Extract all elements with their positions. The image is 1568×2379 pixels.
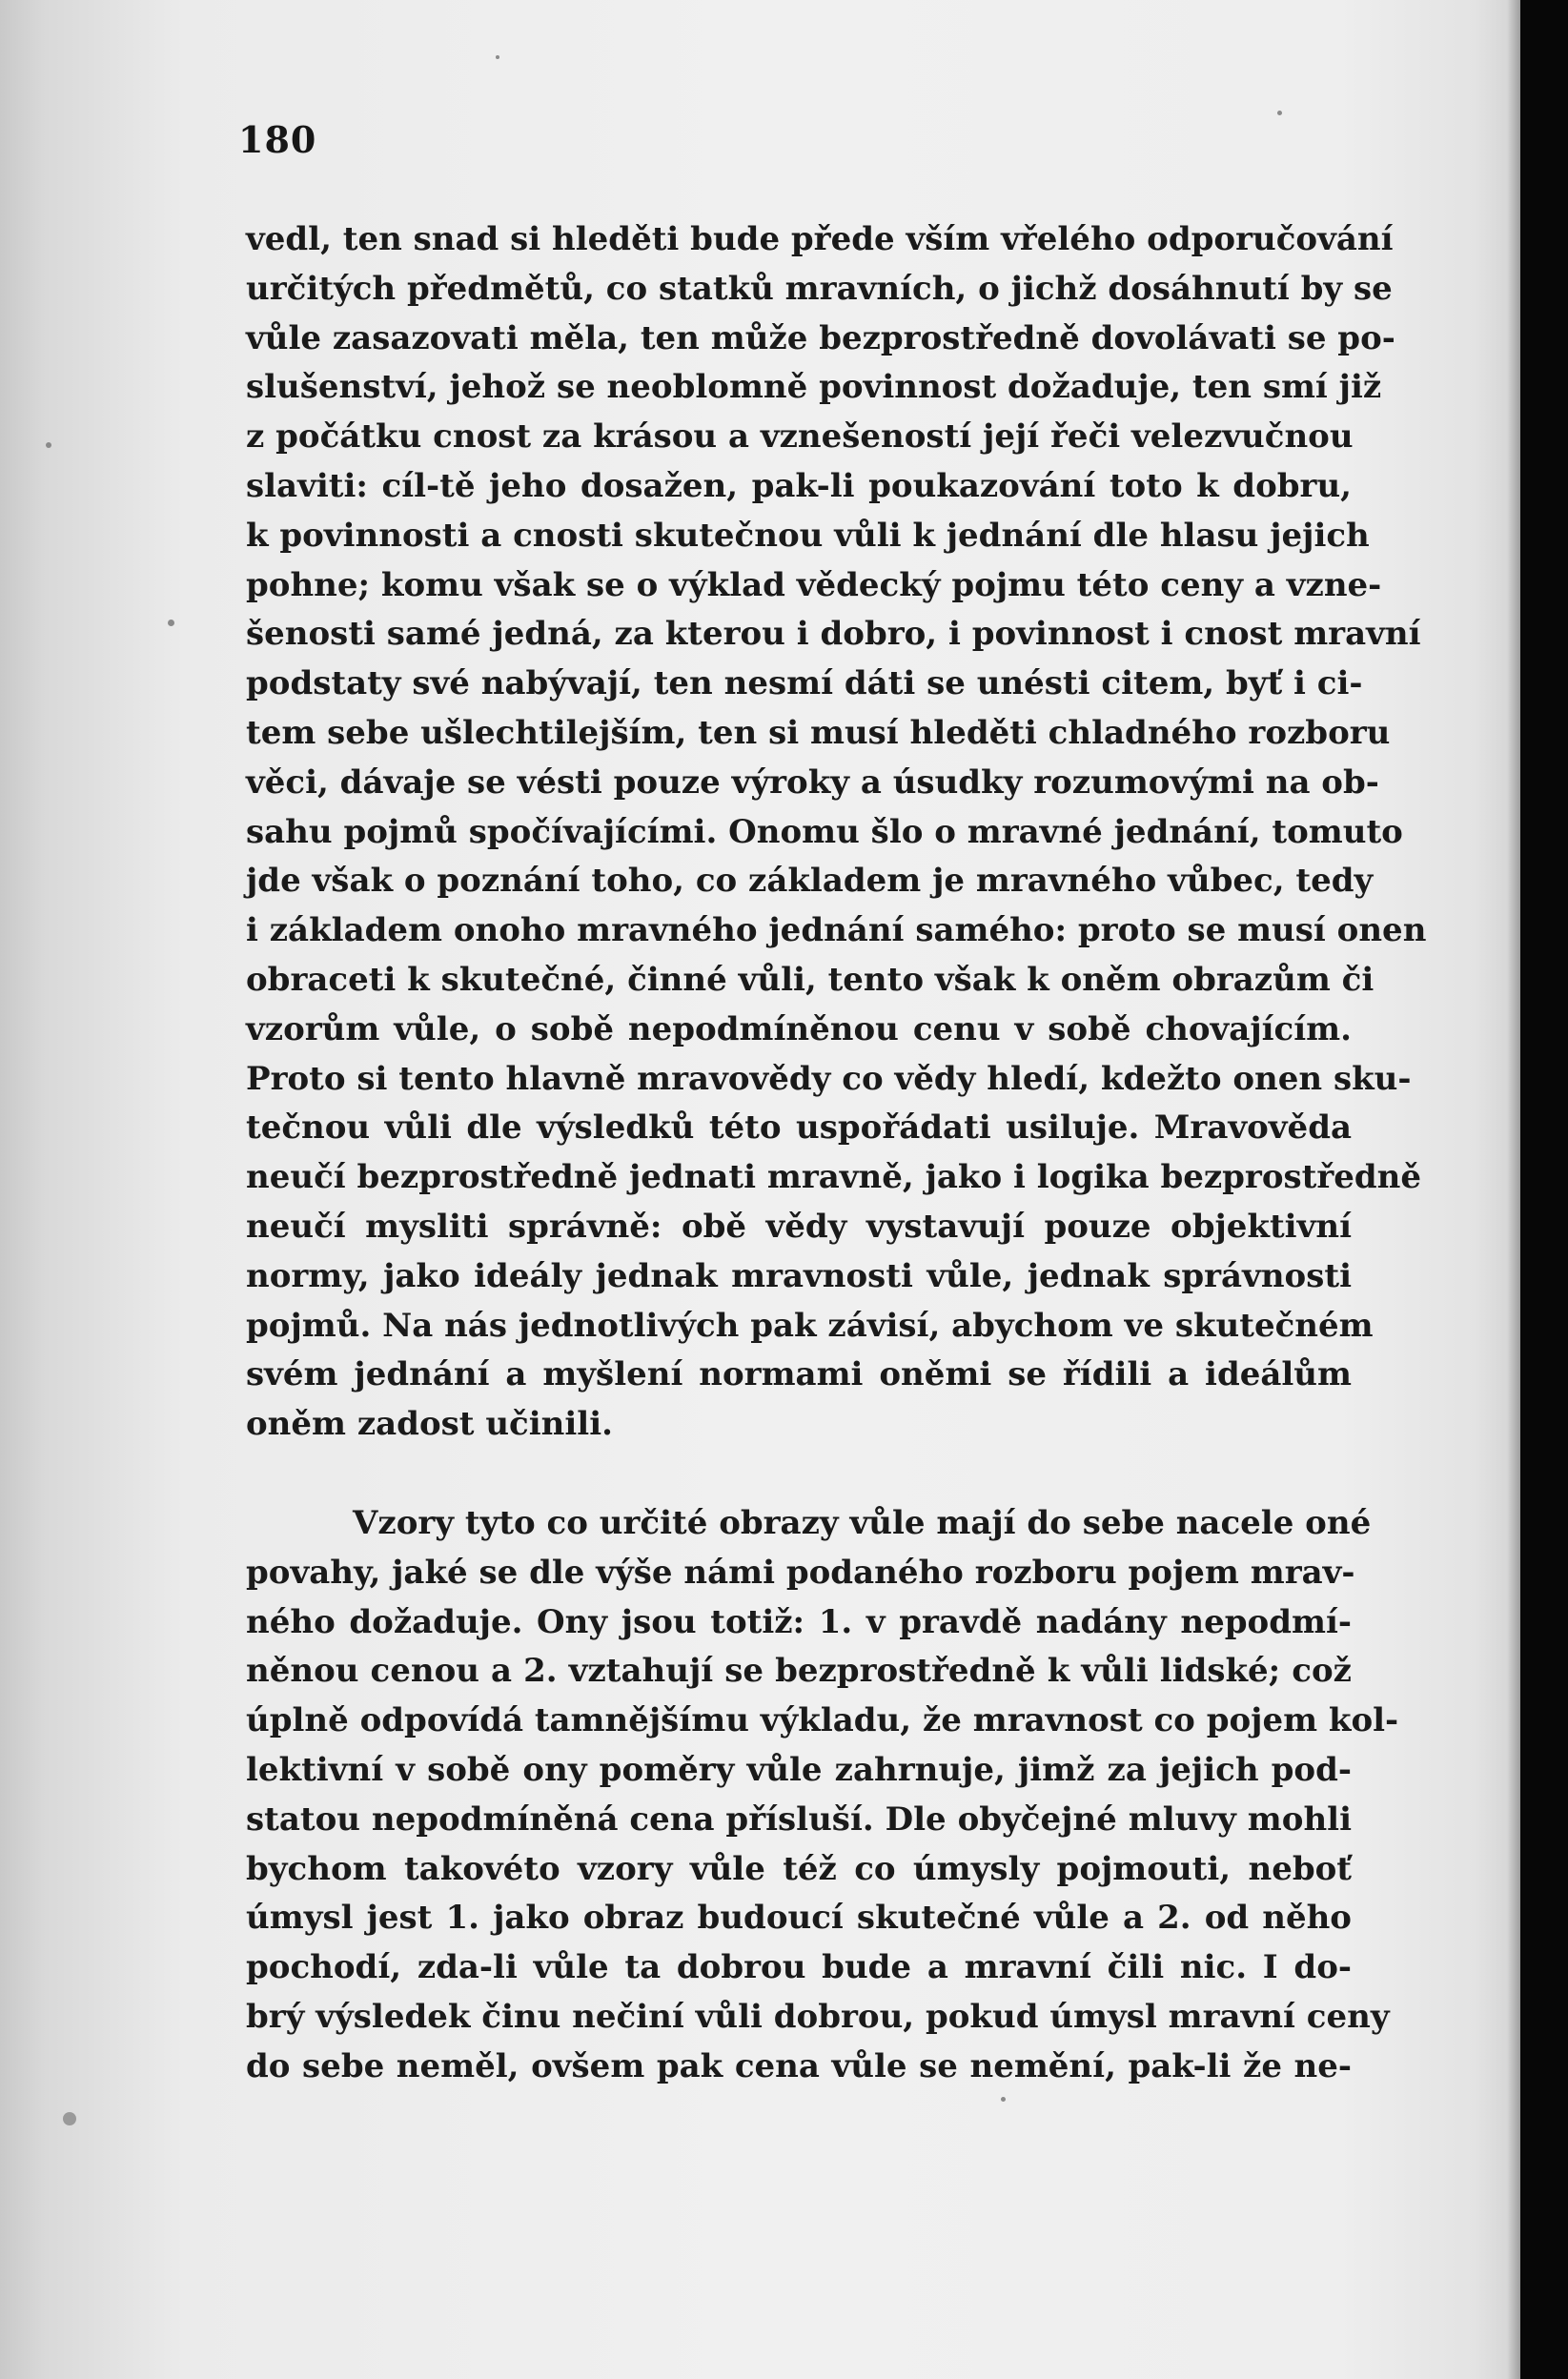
text-line: pochodí, zda-li vůle ta dobrou bude a mravní čili nic. I do- (246, 1948, 1352, 1987)
text-line: Vzory tyto co určité obrazy vůle mají do sebe nacele oné (353, 1503, 1372, 1542)
text-line: neučí mysliti správně: obě vědy vystavují pouze objektivní (246, 1207, 1352, 1246)
scan-speck (1277, 111, 1282, 115)
text-line: i základem onoho mravného jednání samého: proto se musí onen (246, 911, 1427, 950)
text-line: úmysl jest 1. jako obraz budoucí skutečné vůle a 2. od něho (246, 1899, 1352, 1938)
paragraph-2 (246, 1499, 1399, 2092)
text-line: věci, dávaje se vésti pouze výroky a úsudky rozumovými na ob- (246, 762, 1379, 802)
text-line: slaviti: cíl-tě jeho dosažen, pak-li poukazování toto k dobru, (246, 466, 1352, 505)
text-line: z počátku cnost za krásou a vznešeností její řeči velezvučnou (246, 417, 1354, 457)
text-line: sahu pojmů spočívajícími. Onomu šlo o mravné jednání, tomuto (246, 812, 1403, 851)
text-line: brý výsledek činu nečiní vůli dobrou, pokud úmysl mravní ceny (246, 1997, 1390, 2036)
text-line: k povinnosti a cnosti skutečnou vůli k jednání dle hlasu jejich (246, 516, 1370, 555)
paragraph-gap (246, 1450, 1352, 1499)
text-line: ného dožaduje. Ony jsou totiž: 1. v pravdě nadány nepodmí- (246, 1602, 1352, 1641)
text-line: slušenství, jehož se neoblomně povinnost dožaduje, ten smí již (246, 368, 1382, 407)
text-line: něnou cenou a 2. vztahují se bezprostředně k vůli lidské; což (246, 1652, 1352, 1691)
text-line: určitých předmětů, co statků mravních, o jichž dosáhnutí by se (246, 269, 1393, 308)
text-line: jde však o poznání toho, co základem je mravného vůbec, tedy (246, 862, 1374, 901)
text-line: povahy, jaké se dle výše námi podaného rozboru pojem mrav- (246, 1553, 1355, 1592)
text-line: normy, jako ideály jednak mravnosti vůle, jednak správnosti (246, 1256, 1352, 1295)
text-line: šenosti samé jedná, za kterou i dobro, i povinnost i cnost mravní (246, 615, 1421, 654)
text-line: statou nepodmíněná cena přísluší. Dle obyčejné mluvy mohli (246, 1800, 1352, 1839)
scan-speck (63, 2112, 76, 2125)
text-line: tečnou vůli dle výsledků této uspořádati usiluje. Mravověda (246, 1108, 1352, 1148)
text-line: úplně odpovídá tamnějšímu výkladu, že mravnost co pojem kol- (246, 1701, 1399, 1740)
text-line: neučí bezprostředně jednati mravně, jako i logika bezprostředně (246, 1158, 1422, 1197)
text-line: tem sebe ušlechtilejším, ten si musí hleděti chladného rozboru (246, 713, 1391, 752)
text-line: vedl, ten snad si hleděti bude přede vším vřelého odporučování (246, 220, 1394, 258)
text-line: bychom takovéto vzory vůle též co úmysly pojmouti, neboť (246, 1849, 1352, 1888)
paragraph-1 (246, 215, 1427, 1450)
text-line: lektivní v sobě ony poměry vůle zahrnuje, jimž za jejich pod- (246, 1750, 1352, 1789)
body-text (246, 215, 1427, 2091)
text-line: vůle zasazovati měla, ten může bezprostředně dovolávati se po- (246, 318, 1395, 357)
scan-speck (46, 442, 51, 448)
text-line: vzorům vůle, o sobě nepodmíněnou cenu v sobě chovajícím. (246, 1009, 1352, 1048)
text-line: podstaty své nabývají, ten nesmí dáti se unésti citem, byť i ci- (246, 664, 1363, 703)
scan-speck (1001, 2097, 1006, 2102)
text-line: obraceti k skutečné, činné vůli, tento však k oněm obrazům či (246, 960, 1375, 999)
text-line: pohne; komu však se o výklad vědecký pojmu této ceny a vzne- (246, 565, 1382, 604)
page-number: 180 (238, 118, 317, 161)
text-line: Proto si tento hlavně mravovědy co vědy hledí, kdežto onen sku- (246, 1059, 1412, 1098)
text-line: pojmů. Na nás jednotlivých pak závisí, abychom ve skutečném (246, 1306, 1374, 1345)
scan-speck (496, 55, 499, 59)
text-line: svém jednání a myšlení normami oněmi se řídili a ideálům (246, 1355, 1352, 1394)
text-line: oněm zadost učinili. (246, 1405, 613, 1444)
text-line: do sebe neměl, ovšem pak cena vůle se nemění, pak-li že ne- (246, 2046, 1352, 2085)
scan-speck (168, 620, 174, 626)
